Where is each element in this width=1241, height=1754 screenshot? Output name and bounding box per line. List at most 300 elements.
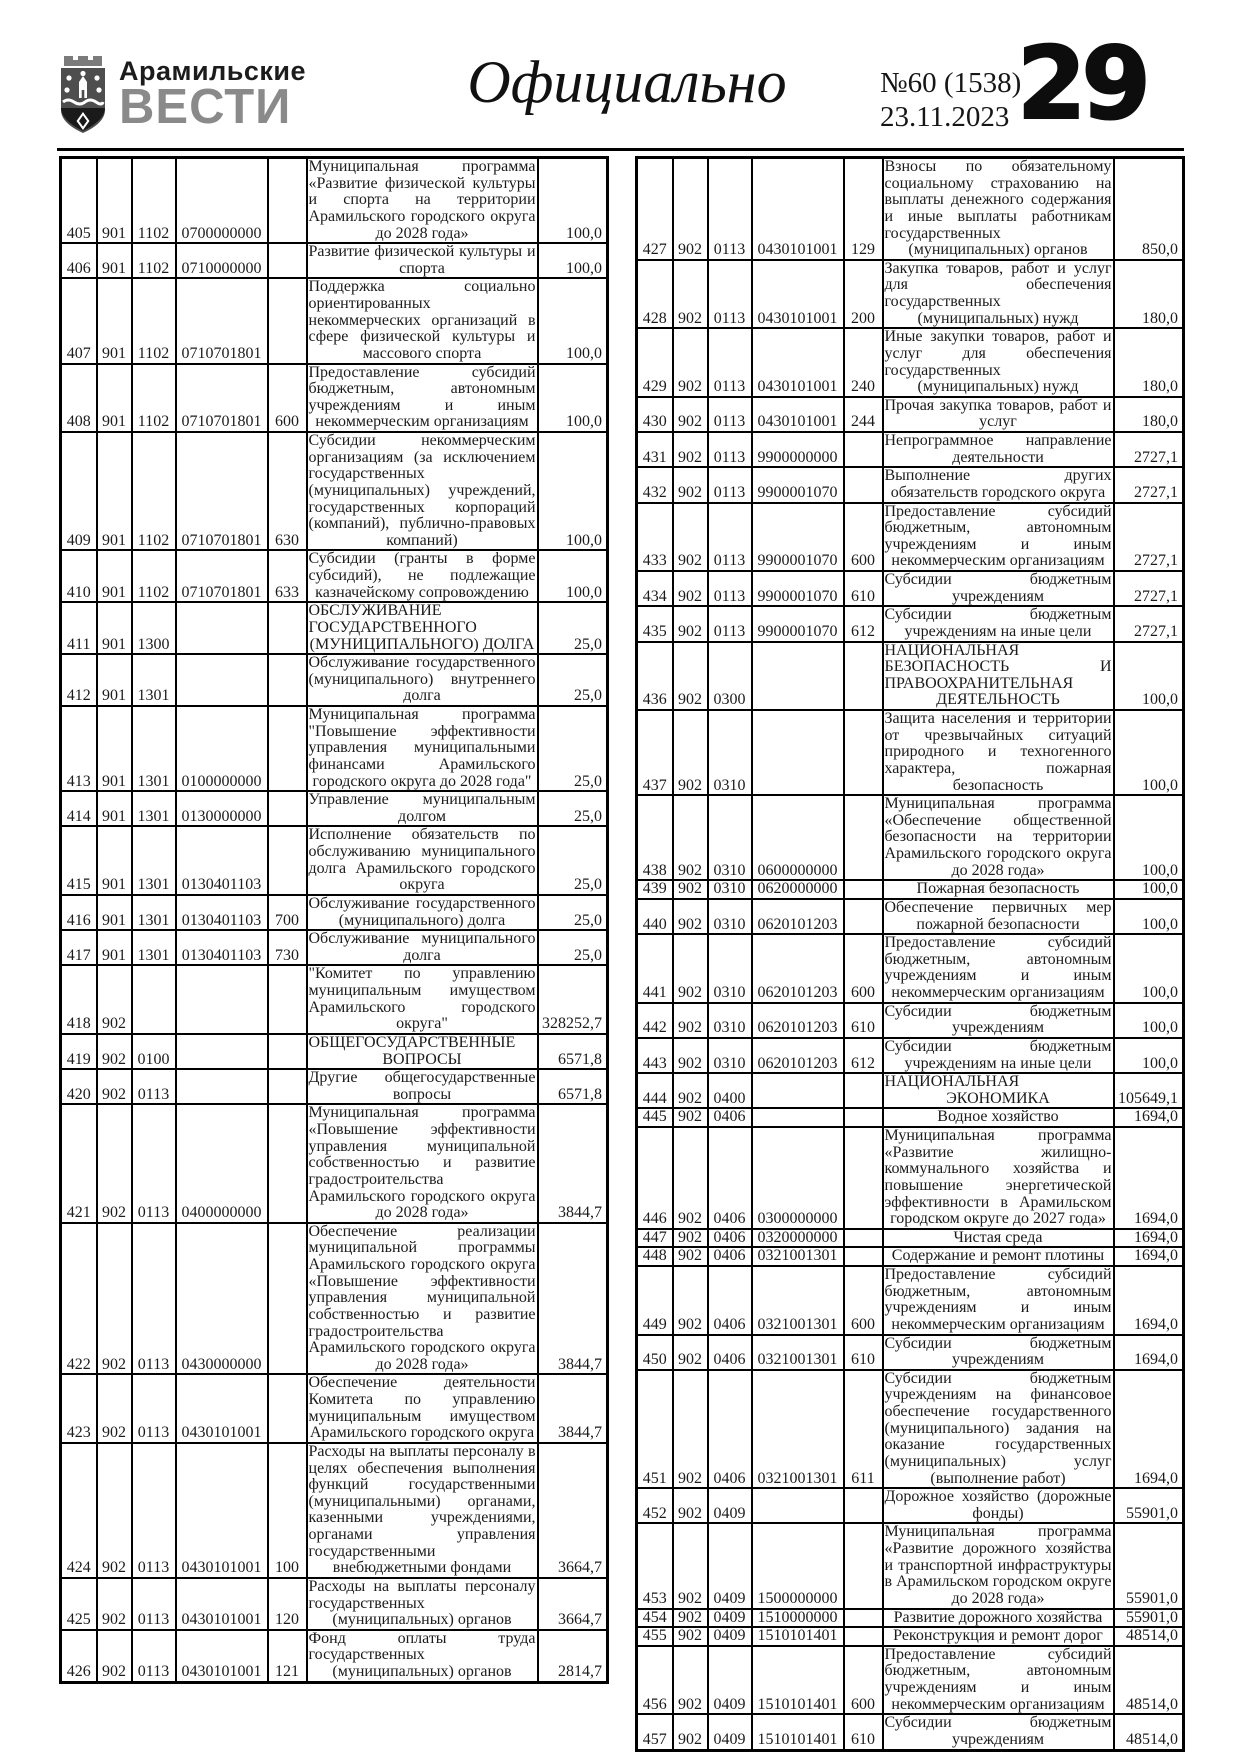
name-cell: Субсидии бюджетным учреждениям на иные цели (884, 606, 1112, 640)
brand-name-bottom: ВЕСТИ (119, 80, 292, 134)
name-cell: Предоставление субсидий бюджетным, автономным учреждениям и иным некоммерческим организациям (884, 1266, 1112, 1333)
name-cell: "Комитет по управлению муниципальным имуществом Арамильского городского округа" (308, 965, 536, 1033)
table-row (637, 710, 1184, 795)
expense-type-cell: 633 (268, 550, 307, 602)
target-article-cell: 0710701801 (176, 550, 268, 602)
section-code-cell: 0113 (708, 571, 752, 606)
table-row (637, 899, 1184, 934)
row-number-cell: 423 (61, 1374, 97, 1443)
expense-type-cell: 120 (268, 1578, 307, 1630)
section-code-cell: 1301 (132, 654, 176, 706)
row-number-cell: 454 (637, 1609, 673, 1628)
name-cell: Обеспечение первичных мер пожарной безопасности (884, 898, 1112, 933)
amount-cell: 1694,0 (1114, 1229, 1184, 1248)
row-number-cell: 412 (61, 654, 97, 706)
expense-type-cell (268, 706, 307, 791)
grbs-code-cell: 902 (673, 1003, 708, 1038)
name-cell: Субсидии некоммерческим организациям (за исключением государственных (муниципальных) учреждений, государственных корпораций (компаний), публично-правовых компаний) (308, 432, 536, 549)
expense-type-cell: 600 (268, 364, 307, 433)
table-row (637, 1488, 1184, 1523)
row-number-cell: 441 (637, 934, 673, 1003)
row-number-cell: 425 (61, 1578, 97, 1630)
target-article-cell: 0430101001 (176, 1630, 268, 1682)
amount-cell: 2727,1 (1114, 467, 1184, 502)
grbs-code-cell: 902 (673, 1714, 708, 1750)
name-cell: Субсидии бюджетным учреждениям на иные цели (884, 1037, 1112, 1072)
expense-type-cell: 244 (844, 397, 883, 432)
section-code-cell: 0113 (132, 1374, 176, 1443)
section-code-cell: 0113 (708, 432, 752, 467)
grbs-code-cell: 902 (673, 642, 708, 711)
section-code-cell: 0113 (708, 467, 752, 502)
amount-cell: 2727,1 (1114, 503, 1184, 572)
target-article-cell (176, 965, 268, 1034)
row-number-cell: 428 (637, 260, 673, 329)
section-code-cell: 0310 (708, 899, 752, 934)
row-number-cell: 422 (61, 1223, 97, 1375)
section-code-cell: 0406 (708, 1229, 752, 1248)
row-number-cell: 437 (637, 710, 673, 795)
grbs-code-cell: 901 (97, 826, 132, 895)
section-code-cell: 1301 (132, 895, 176, 930)
section-code-cell: 0409 (708, 1488, 752, 1523)
amount-cell: 100,0 (538, 278, 608, 363)
target-article-cell: 0430101001 (752, 397, 844, 432)
target-article-cell: 0710701801 (176, 278, 268, 363)
section-code-cell: 0409 (708, 1627, 752, 1646)
target-article-cell: 0430000000 (176, 1223, 268, 1375)
grbs-code-cell: 902 (673, 1523, 708, 1608)
amount-cell: 25,0 (538, 706, 608, 791)
grbs-code-cell: 901 (97, 895, 132, 930)
amount-cell: 25,0 (538, 654, 608, 706)
amount-cell: 100,0 (1114, 899, 1184, 934)
section-code-cell: 0310 (708, 795, 752, 880)
expense-type-cell (844, 1247, 883, 1266)
name-cell: Развитие физической культуры и спорта (308, 243, 536, 277)
expense-type-cell: 610 (844, 1003, 883, 1038)
name-cell: Исполнение обязательств по обслуживанию муниципального долга Арамильского городского округа (308, 826, 536, 894)
row-number-cell: 426 (61, 1630, 97, 1682)
name-cell: Предоставление субсидий бюджетным, автономным учреждениям и иным некоммерческим организациям (884, 934, 1112, 1001)
row-number-cell: 414 (61, 791, 97, 826)
table-row (61, 895, 608, 930)
target-article-cell: 0321001301 (752, 1266, 844, 1335)
row-number-cell: 419 (61, 1034, 97, 1069)
table-row (637, 1523, 1184, 1608)
target-article-cell: 0620101203 (752, 934, 844, 1003)
target-article-cell: 9900000000 (752, 432, 844, 467)
target-article-cell: 9900001070 (752, 571, 844, 606)
target-article-cell (752, 1488, 844, 1523)
target-article-cell (176, 654, 268, 706)
amount-cell: 100,0 (1114, 880, 1184, 899)
name-cell: Обслуживание муниципального долга (308, 930, 536, 964)
target-article-cell: 0130401103 (176, 930, 268, 965)
grbs-code-cell: 902 (97, 1443, 132, 1578)
row-number-cell: 405 (61, 158, 97, 244)
table-row (637, 1646, 1184, 1715)
grbs-code-cell: 902 (673, 1108, 708, 1127)
name-cell: Муниципальная программа «Повышение эффективности управления муниципальной собственностью и развитие градостроительства Арамильского городского округа до 2028 года» (308, 1104, 536, 1222)
expense-type-cell (844, 432, 883, 467)
grbs-code-cell: 902 (673, 328, 708, 397)
amount-cell: 2727,1 (1114, 606, 1184, 641)
amount-cell: 100,0 (1114, 795, 1184, 880)
section-code-cell: 0409 (708, 1714, 752, 1750)
table-row (637, 1335, 1184, 1370)
row-number-cell: 424 (61, 1443, 97, 1578)
grbs-code-cell: 902 (673, 1073, 708, 1108)
grbs-code-cell: 902 (673, 606, 708, 641)
grbs-code-cell: 902 (673, 158, 708, 260)
amount-cell: 1694,0 (1114, 1335, 1184, 1370)
grbs-code-cell: 901 (97, 602, 132, 654)
expense-type-cell: 200 (844, 260, 883, 329)
name-cell: Предоставление субсидий бюджетным, автономным учреждениям и иным некоммерческим организациям (884, 502, 1112, 570)
expense-type-cell (268, 791, 307, 826)
grbs-code-cell: 902 (673, 1038, 708, 1073)
target-article-cell (176, 1034, 268, 1069)
row-number-cell: 416 (61, 895, 97, 930)
name-cell: Пожарная безопасность (883, 880, 1114, 899)
expense-type-cell (268, 965, 307, 1034)
row-number-cell: 415 (61, 826, 97, 895)
page-number: 29 (1016, 25, 1146, 142)
name-cell: Прочая закупка товаров, работ и услуг (884, 396, 1112, 431)
row-number-cell: 411 (61, 602, 97, 654)
target-article-cell: 0620000000 (752, 880, 844, 899)
row-number-cell: 442 (637, 1003, 673, 1038)
expense-type-cell (268, 158, 307, 244)
amount-cell: 180,0 (1114, 397, 1184, 432)
amount-cell: 48514,0 (1114, 1646, 1184, 1715)
expense-type-cell: 611 (844, 1370, 883, 1488)
name-cell: Обеспечение реализации муниципальной программы Арамильского городского округа «Повышение эффективности управления муниципальной собственностью и развитие градостроительства Арамильского городского округа до 2028 года» (308, 1222, 536, 1373)
section-code-cell: 0113 (708, 503, 752, 572)
amount-cell: 100,0 (1114, 1003, 1184, 1038)
row-number-cell: 410 (61, 550, 97, 602)
table-row (637, 1714, 1184, 1750)
grbs-code-cell: 902 (97, 1069, 132, 1104)
target-article-cell: 0320000000 (752, 1229, 844, 1248)
section-code-cell: 1301 (132, 706, 176, 791)
row-number-cell: 440 (637, 899, 673, 934)
amount-cell: 100,0 (1114, 642, 1184, 711)
grbs-code-cell: 902 (673, 899, 708, 934)
name-cell: Субсидии бюджетным учреждениям (884, 571, 1112, 605)
table-row (61, 1443, 608, 1578)
expense-type-cell (268, 602, 307, 654)
amount-cell: 105649,1 (1114, 1073, 1184, 1108)
table-row (61, 602, 608, 654)
row-number-cell: 444 (637, 1073, 673, 1108)
row-number-cell: 445 (637, 1108, 673, 1127)
amount-cell: 3664,7 (538, 1578, 608, 1630)
section-code-cell: 1102 (132, 432, 176, 550)
grbs-code-cell: 902 (673, 710, 708, 795)
expense-type-cell: 600 (844, 503, 883, 572)
name-cell: НАЦИОНАЛЬНАЯ БЕЗОПАСНОСТЬ И ПРАВООХРАНИТЕЛЬНАЯ ДЕЯТЕЛЬНОСТЬ (884, 641, 1112, 709)
name-cell: Муниципальная программа «Развитие дорожного хозяйства и транспортной инфраструктуры в Арамильском городском округе до 2028 года» (884, 1523, 1112, 1607)
name-cell: Другие общегосударственные вопросы (308, 1069, 536, 1103)
name-cell: Защита населения и территории от чрезвычайных ситуаций природного и техногенного характера, пожарная безопасность (884, 710, 1112, 794)
section-code-cell: 1102 (132, 550, 176, 602)
grbs-code-cell: 902 (673, 571, 708, 606)
target-article-cell (752, 1108, 844, 1127)
target-article-cell: 0130401103 (176, 895, 268, 930)
amount-cell: 100,0 (538, 243, 608, 278)
table-row (61, 1223, 608, 1375)
name-cell: Управление муниципальным долгом (308, 791, 536, 825)
name-cell: Субсидии бюджетным учреждениям (883, 1714, 1114, 1750)
expense-type-cell: 129 (844, 158, 883, 260)
name-cell: Муниципальная программа «Обеспечение общественной безопасности на территории Арамильского городского округа до 2028 года» (884, 795, 1112, 879)
target-article-cell: 0620101203 (752, 1003, 844, 1038)
amount-cell: 2814,7 (538, 1630, 608, 1682)
target-article-cell (176, 602, 268, 654)
expense-type-cell: 121 (268, 1630, 307, 1682)
table-row (637, 1038, 1184, 1073)
aramil-coat-of-arms-icon (57, 52, 109, 134)
target-article-cell: 1510101401 (752, 1646, 844, 1715)
name-cell: Взносы по обязательному социальному страхованию на выплаты денежного содержания и иные выплаты работникам государственных (муниципальных) органов (884, 158, 1112, 259)
table-row (637, 1229, 1184, 1248)
amount-cell: 100,0 (538, 364, 608, 433)
table-row (61, 243, 608, 278)
target-article-cell: 9900001070 (752, 467, 844, 502)
table-row (637, 1266, 1184, 1335)
section-code-cell: 0400 (708, 1073, 752, 1108)
table-row (637, 397, 1184, 432)
amount-cell: 1694,0 (1114, 1127, 1184, 1229)
target-article-cell: 0430101001 (176, 1374, 268, 1443)
expense-type-cell: 600 (844, 1646, 883, 1715)
section-code-cell: 0310 (708, 1003, 752, 1038)
grbs-code-cell: 902 (673, 432, 708, 467)
row-number-cell: 427 (637, 158, 673, 260)
grbs-code-cell: 901 (97, 654, 132, 706)
grbs-code-cell: 902 (97, 1630, 132, 1682)
amount-cell: 25,0 (538, 826, 608, 895)
issue-number: №60 (1538) (880, 67, 1022, 99)
section-code-cell: 1301 (132, 791, 176, 826)
amount-cell: 55901,0 (1114, 1488, 1184, 1523)
section-code-cell: 1102 (132, 278, 176, 363)
row-number-cell: 450 (637, 1335, 673, 1370)
amount-cell: 48514,0 (1114, 1627, 1184, 1646)
name-cell: НАЦИОНАЛЬНАЯ ЭКОНОМИКА (883, 1073, 1114, 1108)
amount-cell: 100,0 (538, 432, 608, 550)
amount-cell: 850,0 (1114, 158, 1184, 260)
amount-cell: 180,0 (1114, 260, 1184, 329)
amount-cell: 1694,0 (1114, 1370, 1184, 1488)
amount-cell: 1694,0 (1114, 1266, 1184, 1335)
target-article-cell: 9900001070 (752, 503, 844, 572)
grbs-code-cell: 901 (97, 364, 132, 433)
target-article-cell: 0430101001 (752, 328, 844, 397)
expense-type-cell: 610 (844, 1714, 883, 1750)
row-number-cell: 408 (61, 364, 97, 433)
section-code-cell: 0406 (708, 1370, 752, 1488)
name-cell: Субсидии бюджетным учреждениям (884, 1334, 1112, 1369)
expense-type-cell: 612 (844, 1038, 883, 1073)
target-article-cell: 0710000000 (176, 243, 268, 278)
grbs-code-cell: 902 (673, 1627, 708, 1646)
section-code-cell: 1102 (132, 364, 176, 433)
name-cell: Предоставление субсидий бюджетным, автономным учреждениям и иным некоммерческим организациям (884, 1645, 1112, 1713)
expense-type-cell (844, 467, 883, 502)
name-cell: Расходы на выплаты персоналу в целях обеспечения выполнения функций государственными (муниципальными) органами, казенными учреждениями, органами управления государственными внебюджетными фондами (308, 1442, 536, 1577)
amount-cell: 25,0 (538, 895, 608, 930)
section-code-cell: 0113 (132, 1069, 176, 1104)
name-cell: Субсидии (гранты в форме субсидий), не подлежащие казначейскому сопровождению (308, 550, 536, 601)
expense-type-cell: 612 (844, 606, 883, 641)
section-code-cell: 0409 (708, 1523, 752, 1608)
table-row (61, 930, 608, 965)
grbs-code-cell: 902 (673, 880, 708, 899)
expense-type-cell: 600 (844, 1266, 883, 1335)
table-row (637, 467, 1184, 502)
grbs-code-cell: 901 (97, 930, 132, 965)
table-row (637, 328, 1184, 397)
name-cell: Реконструкция и ремонт дорог (883, 1627, 1114, 1646)
expense-type-cell: 630 (268, 432, 307, 550)
name-cell: Субсидии бюджетным учреждениям на финансовое обеспечение государственного (муниципального) задания на оказание государственных (муниципальных) услуг (выполнение работ) (884, 1369, 1112, 1487)
issue-block (880, 66, 1021, 134)
target-article-cell: 0710701801 (176, 364, 268, 433)
target-article-cell: 1510000000 (752, 1609, 844, 1628)
table-row (61, 965, 608, 1034)
amount-cell: 3664,7 (538, 1443, 608, 1578)
row-number-cell: 455 (637, 1627, 673, 1646)
expense-type-cell (844, 1127, 883, 1229)
section-code-cell: 0409 (708, 1646, 752, 1715)
name-cell: Водное хозяйство (883, 1108, 1114, 1127)
grbs-code-cell: 902 (97, 1374, 132, 1443)
name-cell: Предоставление субсидий бюджетным, автономным учреждениям и иным некоммерческим организациям (308, 363, 536, 431)
grbs-code-cell: 902 (97, 1578, 132, 1630)
name-cell: Расходы на выплаты персоналу государственных (муниципальных) органов (308, 1577, 536, 1629)
amount-cell: 100,0 (1114, 710, 1184, 795)
row-number-cell: 430 (637, 397, 673, 432)
target-article-cell: 0321001301 (752, 1247, 844, 1266)
section-code-cell: 0113 (132, 1443, 176, 1578)
name-cell: Дорожное хозяйство (дорожные фонды) (884, 1488, 1112, 1522)
section-code-cell: 0310 (708, 880, 752, 899)
expense-type-cell (844, 795, 883, 880)
target-article-cell: 0130401103 (176, 826, 268, 895)
grbs-code-cell: 901 (97, 243, 132, 278)
target-article-cell: 0710701801 (176, 432, 268, 550)
table-row (61, 1034, 608, 1069)
target-article-cell: 0130000000 (176, 791, 268, 826)
row-number-cell: 421 (61, 1104, 97, 1222)
grbs-code-cell: 902 (673, 1266, 708, 1335)
expense-type-cell (844, 899, 883, 934)
target-article-cell: 0400000000 (176, 1104, 268, 1222)
table-row (61, 1374, 608, 1443)
grbs-code-cell: 902 (97, 1104, 132, 1222)
table-row (637, 1370, 1184, 1488)
budget-table-columns (59, 156, 1179, 1752)
grbs-code-cell: 902 (673, 467, 708, 502)
grbs-code-cell: 902 (673, 1646, 708, 1715)
table-row (61, 364, 608, 433)
target-article-cell: 1510101401 (752, 1714, 844, 1750)
name-cell: Муниципальная программа «Развитие жилищно-коммунального хозяйства и повышение энергетической эффективности в Арамильском городском округе до 2027 года» (884, 1127, 1112, 1228)
target-article-cell (752, 1073, 844, 1108)
section-code-cell: 0113 (708, 328, 752, 397)
amount-cell: 180,0 (1114, 328, 1184, 397)
name-cell: Обслуживание государственного (муниципального) внутреннего долга (308, 654, 536, 705)
table-row (61, 826, 608, 895)
amount-cell: 25,0 (538, 602, 608, 654)
row-number-cell: 433 (637, 503, 673, 572)
grbs-code-cell: 901 (97, 706, 132, 791)
section-code-cell: 0310 (708, 934, 752, 1003)
table-row (61, 158, 608, 244)
row-number-cell: 406 (61, 243, 97, 278)
amount-cell: 1694,0 (1114, 1247, 1184, 1266)
expense-type-cell: 610 (844, 1335, 883, 1370)
grbs-code-cell: 902 (673, 1370, 708, 1488)
target-article-cell: 9900001070 (752, 606, 844, 641)
name-cell: Муниципальная программа "Повышение эффективности управления муниципальными финансами Арамильского городского округа до 2028 года" (308, 706, 536, 790)
row-number-cell: 449 (637, 1266, 673, 1335)
grbs-code-cell: 902 (673, 934, 708, 1003)
expense-type-cell (268, 826, 307, 895)
table-row (637, 1108, 1184, 1127)
name-cell: Выполнение других обязательств городского округа (884, 467, 1112, 501)
expense-type-cell: 700 (268, 895, 307, 930)
expense-type-cell (844, 880, 883, 899)
row-number-cell: 434 (637, 571, 673, 606)
masthead (57, 25, 1184, 142)
brand-name-top: Арамильские (119, 56, 306, 86)
table-row (637, 1609, 1184, 1628)
budget-table-right-column (635, 156, 1185, 1752)
row-number-cell: 431 (637, 432, 673, 467)
target-article-cell (752, 642, 844, 711)
row-number-cell: 448 (637, 1247, 673, 1266)
row-number-cell: 443 (637, 1038, 673, 1073)
row-number-cell: 435 (637, 606, 673, 641)
target-article-cell (752, 710, 844, 795)
section-code-cell: 1102 (132, 243, 176, 278)
section-code-cell: 0113 (708, 606, 752, 641)
name-cell: Обеспечение деятельности Комитета по управлению муниципальным имуществом Арамильского городского округа (308, 1374, 536, 1442)
table-row (637, 432, 1184, 467)
amount-cell: 100,0 (1114, 1038, 1184, 1073)
section-code-cell (132, 965, 176, 1034)
amount-cell: 100,0 (538, 158, 608, 244)
row-number-cell: 452 (637, 1488, 673, 1523)
target-article-cell: 0300000000 (752, 1127, 844, 1229)
grbs-code-cell: 901 (97, 278, 132, 363)
section-code-cell: 0113 (132, 1578, 176, 1630)
table-row (637, 571, 1184, 606)
grbs-code-cell: 902 (673, 397, 708, 432)
table-row (61, 550, 608, 602)
table-row (61, 654, 608, 706)
table-row (637, 1627, 1184, 1646)
target-article-cell: 1500000000 (752, 1523, 844, 1608)
name-cell: Содержание и ремонт плотины (883, 1247, 1114, 1266)
grbs-code-cell: 901 (97, 550, 132, 602)
section-code-cell: 0300 (708, 642, 752, 711)
row-number-cell: 420 (61, 1069, 97, 1104)
